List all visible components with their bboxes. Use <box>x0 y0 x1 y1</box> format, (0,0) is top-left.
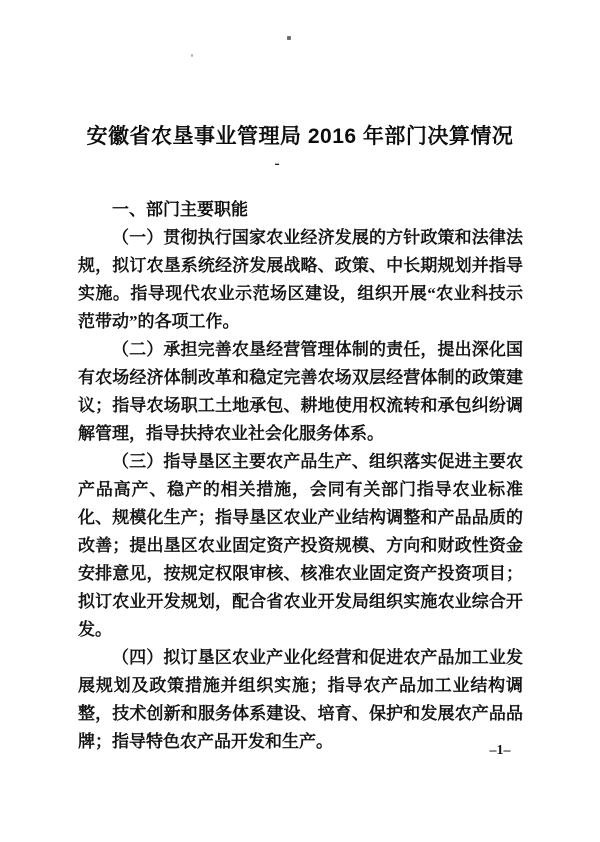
paragraph-duty-4: （四）拟订垦区农业产业化经营和促进农产品加工业发展规划及政策措施并组织实施；指导农产品加工业结构调整，技术创新和服务体系建设、培育、保护和发展农产品品牌；指导特色农产品开发和生产。 <box>78 648 523 751</box>
title-dash-mark: - <box>274 155 280 172</box>
scan-artifact-speck <box>191 54 193 57</box>
paragraph-duty-2: （二）承担完善农垦经营管理体制的责任，提出深化国有农场经济体制改革和稳定完善农场双层经营体制的政策建议；指导农场职工土地承包、耕地使用权流转和承包纠纷调解管理，指导扶持农业社会化服务体系。 <box>78 340 523 443</box>
document-title: 安徽省农垦事业管理局 2016 年部门决算情况 <box>86 125 514 148</box>
paragraph-duty-3: （三）指导垦区主要农产品生产、组织落实促进主要农产品高产、稳产的相关措施，会同有关部门指导农业标准化、规模化生产；指导垦区农业产业结构调整和产品品质的改善；提出垦区农业固定资产投资规模、方向和财政性资金安排意见，按规定权限审核、核准农业固定资产投资项目；拟订农业开发规划，配合省农业开发局组织实施农业综合开发。 <box>78 452 523 639</box>
page-number: –1– <box>489 743 511 758</box>
paragraph-duty-1: （一）贯彻执行国家农业经济发展的方针政策和法律法规，拟订农垦系统经济发展战略、政策、中长期规划并指导实施。指导现代农业示范场区建设，组织开展“农业科技示范带动”的各项工作。 <box>78 228 523 331</box>
scan-artifact-speck <box>287 36 291 40</box>
section-heading: 一、部门主要职能 <box>112 200 248 219</box>
document-body <box>78 196 523 756</box>
